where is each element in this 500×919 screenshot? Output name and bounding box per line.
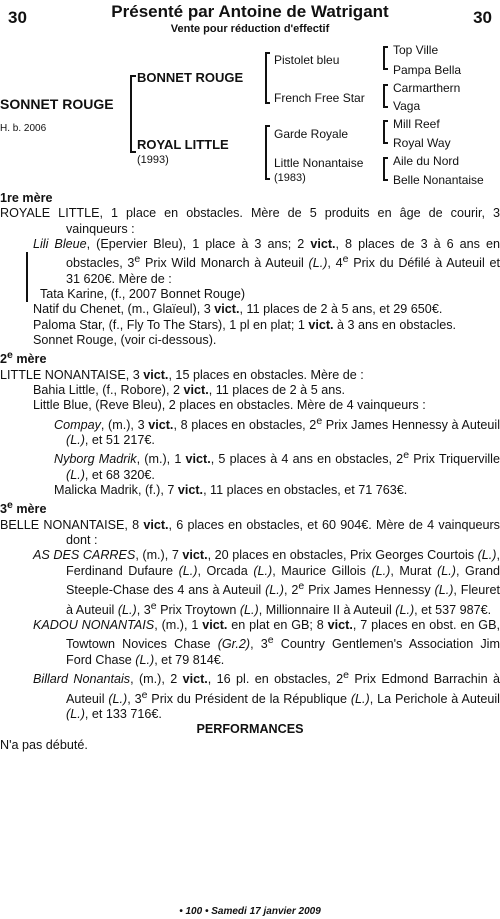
bracket-gen1-top <box>130 75 136 77</box>
dam-year: (1993) <box>137 154 169 166</box>
ds-name: Garde Royale <box>274 127 349 141</box>
asdes-text14: , et 537 987€. <box>414 602 492 617</box>
billard-entry <box>0 668 500 722</box>
asdes-text9: Prix James Hennessy <box>304 583 435 598</box>
second-dam-text1: LITTLE NONANTAISE, 3 <box>0 367 144 382</box>
third-dam-heading <box>0 498 500 517</box>
asdes-text12: Prix Troytown <box>156 602 240 617</box>
compay-vict: vict. <box>148 417 174 432</box>
performances-heading: PERFORMANCES <box>196 722 304 737</box>
kadou-entry <box>0 618 500 668</box>
bracket-sd <box>383 84 385 108</box>
asdes-text6: , Murat <box>390 563 438 578</box>
kadou-text1: , (m.), 1 <box>154 618 203 633</box>
compay-sup: e <box>316 414 323 427</box>
asdes-l2: (L.) <box>178 563 198 578</box>
kadou-sup: e <box>267 634 274 647</box>
asdes-text2: , 20 places en obstacles, Prix Georges Courtois <box>207 548 478 563</box>
asdes-text8: , 2 <box>283 583 299 598</box>
asdes-vict: vict. <box>182 548 208 563</box>
lili-listed1: (L.) <box>308 256 328 271</box>
asdes-sup2: e <box>150 599 157 612</box>
asdes-l9: (L.) <box>239 602 259 617</box>
as-des-carres-name: AS DES CARRES <box>33 548 136 563</box>
lili-bleue-block <box>0 237 500 302</box>
compay-text4: , et 51 217€. <box>84 433 155 448</box>
billard-name: Billard Nonantais <box>33 672 131 687</box>
kadou-listed: (L.) <box>135 652 155 667</box>
lot-number-left: 30 <box>8 8 27 27</box>
kadou-name: KADOU NONANTAIS <box>33 618 155 633</box>
bracket-ds-bottom <box>383 142 388 144</box>
nyborg-text4: , et 68 320€. <box>84 467 155 482</box>
nyborg-text1: , (m.), 1 <box>136 452 186 467</box>
page-footer: • 100 • Samedi 17 janvier 2009 <box>179 906 321 917</box>
kadou-text4: , 3 <box>250 637 268 652</box>
asdes-text1: , (m.), 7 <box>135 548 183 563</box>
asdes-text11: , 3 <box>136 602 151 617</box>
bracket-dam-bottom <box>265 178 270 180</box>
bracket-dam-top <box>265 125 270 127</box>
compay-entry <box>0 414 500 449</box>
paloma-entry <box>0 318 500 333</box>
nyborg-sup: e <box>403 449 410 462</box>
dd-year: (1983) <box>274 172 306 184</box>
second-dam-text <box>0 368 500 383</box>
nyborg-text2: , 5 places à 4 ans en obstacles, 2 <box>210 452 404 467</box>
page-subtitle: Vente pour réduction d'effectif <box>170 23 330 35</box>
asdes-text5: , Maurice Gillois <box>272 563 372 578</box>
lili-bleue-bar <box>26 252 28 302</box>
compay-name: Compay <box>54 417 101 432</box>
asdes-text7: , Grand Steeple-Chase des 4 ans à Auteuil <box>66 563 500 598</box>
natif-entry <box>0 302 500 317</box>
bracket-sire-top <box>265 52 270 54</box>
paloma-vict: vict. <box>308 317 334 332</box>
asdes-l8: (L.) <box>117 602 137 617</box>
billard-text7: , et 133 716€. <box>84 707 162 722</box>
second-dam-text2: , 15 places en obstacles. Mère de : <box>168 367 364 382</box>
nyborg-vict: vict. <box>185 452 211 467</box>
billard-l2: (L.) <box>350 691 370 706</box>
bracket-dd-bottom <box>383 179 388 181</box>
third-dam-word: mère <box>12 502 47 517</box>
lili-sup1: e <box>134 253 141 266</box>
billard-sup1: e <box>343 669 349 682</box>
second-dam-sup: e <box>7 349 13 362</box>
lili-text2: , 8 places de 3 à 6 ans en obstacles, 3 <box>66 236 500 271</box>
bracket-dam <box>265 125 267 180</box>
performances-text: N'a pas débuté. <box>0 737 88 752</box>
third-dam-text2: , 6 places en obstacles, et 60 904€. Mère de 4 vainqueurs dont : <box>66 517 500 548</box>
dss-name: Mill Reef <box>393 117 440 131</box>
sire-name: BONNET ROUGE <box>137 70 244 85</box>
asdes-l6: (L.) <box>265 583 284 598</box>
kadou-vict1: vict. <box>202 618 228 633</box>
third-dam-text1: BELLE NONANTAISE, 8 <box>0 517 144 532</box>
bracket-gen1-bottom <box>130 151 136 153</box>
dds-name: Aile du Nord <box>393 154 460 168</box>
lot-number-right: 30 <box>473 8 492 27</box>
dsd-name: Royal Way <box>393 136 451 150</box>
little-blue-entry: Little Blue, (Reve Bleu), 2 places en obstacles. Mère de 4 vainqueurs : <box>33 398 426 413</box>
kadou-group: (Gr.2) <box>217 637 251 652</box>
billard-text6: , La Perichole à Auteuil <box>369 691 500 706</box>
nyborg-entry <box>0 448 500 483</box>
asdes-l5: (L.) <box>437 563 456 578</box>
billard-text1: , (m.), 2 <box>130 672 183 687</box>
bracket-dd <box>383 157 385 181</box>
horse-name: SONNET ROUGE <box>0 96 114 112</box>
bahia-text2: , 11 places de 2 à 5 ans. <box>208 382 345 397</box>
second-dam-vict: vict. <box>143 367 169 382</box>
family-notes <box>0 191 500 753</box>
asdes-l3: (L.) <box>253 563 273 578</box>
natif-text1: Natif du Chenet, (m., Glaïeul), 3 <box>33 302 215 317</box>
asdes-l7: (L.) <box>434 583 454 598</box>
billard-vict: vict. <box>182 672 208 687</box>
lili-bleue-name: Lili Bleue <box>33 236 87 251</box>
first-dam-text: ROYALE LITTLE, 1 place en obstacles. Mère de 5 produits en âge de courir, 3 vainqueurs : <box>0 206 500 236</box>
ssd-name: Pampa Bella <box>393 63 462 77</box>
bracket-sd-top <box>383 84 388 86</box>
dd-name: Little Nonantaise <box>274 156 364 170</box>
first-dam-heading: 1re mère <box>0 191 53 205</box>
kadou-text5: Country Gentlemen's Association Jim Ford Chase <box>66 637 500 667</box>
asdes-l1: (L.) <box>477 548 497 563</box>
nyborg-text3: Prix Triquerville <box>409 452 500 467</box>
billard-text4: , 3 <box>127 691 142 706</box>
asdes-sup1: e <box>298 580 305 593</box>
dam-name: ROYAL LITTLE <box>137 137 229 152</box>
billard-text3: Prix Edmond Barrachin à Auteuil <box>66 672 500 706</box>
lili-text5: Prix du Défilé à Auteuil et 31 620€. Mère de : <box>66 256 500 286</box>
sd-name: French Free Star <box>274 91 365 105</box>
asdes-text3: , Ferdinand Dufaure <box>66 548 500 578</box>
lili-text1: , (Epervier Bleu), 1 place à 3 ans; 2 <box>86 236 311 251</box>
page-title: Présenté par Antoine de Watrigant <box>111 2 389 21</box>
lili-sup2: e <box>342 253 349 266</box>
asdes-l10: (L.) <box>395 602 415 617</box>
paloma-text1: Paloma Star, (f., Fly To The Stars), 1 pl en plat; 1 <box>33 317 309 332</box>
bracket-ds <box>383 120 385 144</box>
bracket-sire <box>265 52 267 104</box>
malicka-text1: Malicka Madrik, (f.), 7 <box>54 483 178 498</box>
bracket-dd-top <box>383 157 388 159</box>
kadou-text2: en plat en GB; 8 <box>227 618 328 633</box>
lili-vict: vict. <box>310 236 336 251</box>
bahia-entry <box>0 383 500 398</box>
third-dam-vict: vict. <box>143 517 169 532</box>
sonnet-entry: Sonnet Rouge, (voir ci-dessous). <box>33 332 217 347</box>
sds-name: Carmarthern <box>393 81 461 95</box>
third-dam-text <box>0 518 500 549</box>
bracket-sd-bottom <box>383 106 388 108</box>
billard-text5: Prix du Président de la République <box>147 691 351 706</box>
asdes-l4: (L.) <box>371 563 391 578</box>
paloma-text2: à 3 ans en obstacles. <box>333 317 457 332</box>
billard-l1: (L.) <box>108 691 128 706</box>
second-dam-heading <box>0 348 500 367</box>
compay-text1: , (m.), 3 <box>100 417 149 432</box>
lili-bleue-entry <box>0 237 500 287</box>
third-dam-num: 3 <box>0 502 8 517</box>
ss-name: Pistolet bleu <box>274 53 340 67</box>
second-dam-word: mère <box>12 352 47 367</box>
bahia-vict: vict. <box>183 382 209 397</box>
bracket-ss <box>383 46 385 70</box>
kadou-text6: , et 79 814€. <box>154 652 225 667</box>
kadou-text3: , 7 places en obst. en GB, Towtown Novices Chase <box>66 618 500 652</box>
bracket-ds-top <box>383 120 388 122</box>
malicka-vict: vict. <box>177 483 204 498</box>
ddd-name: Belle Nonantaise <box>393 173 484 187</box>
billard-l3: (L.) <box>66 707 85 722</box>
asdes-text10: , Fleuret à Auteuil <box>66 583 500 617</box>
bracket-ss-top <box>383 46 388 48</box>
third-dam-sup: e <box>7 499 13 512</box>
bahia-text1: Bahia Little, (f., Robore), 2 <box>33 382 184 397</box>
malicka-text2: , 11 places en obstacles, et 71 763€. <box>203 483 408 498</box>
horse-info: H. b. 2006 <box>0 123 47 134</box>
asdes-text4: , Orcada <box>197 563 254 578</box>
bracket-gen1 <box>130 75 132 153</box>
second-dam-num: 2 <box>0 352 8 367</box>
billard-sup2: e <box>141 688 148 701</box>
lili-text4: , 4 <box>327 256 343 271</box>
asdes-text13: , Millionnaire II à Auteuil <box>258 602 396 617</box>
tata-karine-entry: Tata Karine, (f., 2007 Bonnet Rouge) <box>40 286 246 301</box>
nyborg-name: Nyborg Madrik <box>54 452 137 467</box>
compay-listed: (L.) <box>66 433 85 448</box>
sdd-name: Vaga <box>393 99 421 113</box>
lili-text3: Prix Wild Monarch à Auteuil <box>140 256 309 271</box>
malicka-entry <box>0 483 500 498</box>
billard-text2: , 16 pl. en obstacles, 2 <box>207 672 344 687</box>
bracket-sire-bottom <box>265 102 270 104</box>
compay-text3: Prix James Hennessy à Auteuil <box>322 417 500 432</box>
compay-text2: , 8 places en obstacles, 2 <box>173 417 317 432</box>
natif-vict: vict. <box>214 302 240 317</box>
nyborg-listed: (L.) <box>66 467 85 482</box>
natif-text2: , 11 places de 2 à 5 ans, et 29 650€. <box>239 302 443 317</box>
sss-name: Top Ville <box>393 43 439 57</box>
as-des-carres-entry <box>0 548 500 618</box>
kadou-vict2: vict. <box>327 618 353 633</box>
bracket-ss-bottom <box>383 68 388 70</box>
